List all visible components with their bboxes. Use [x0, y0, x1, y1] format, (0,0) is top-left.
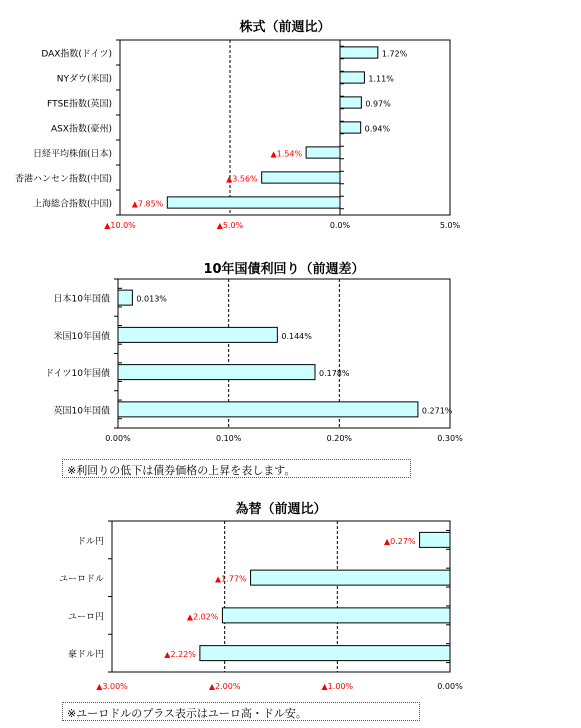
category-label-0-3: ASX指数(豪州) [50, 124, 112, 135]
chart-title-bonds: 10年国債利回り（前週差） [203, 262, 365, 277]
chart-title-fx: 為替（前週比） [235, 502, 327, 517]
data-label-0-2: 0.97% [365, 99, 391, 109]
data-label-2-0: ▲0.27% [384, 536, 416, 546]
bar-0-6 [167, 197, 340, 208]
data-label-0-0: 1.72% [381, 49, 408, 59]
x-tick-label-0-1: ▲5.0% [216, 221, 244, 230]
category-label-1-1: 米国10年国債 [53, 331, 110, 342]
data-label-1-2: 0.178% [318, 369, 350, 379]
data-label-1-1: 0.144% [281, 331, 312, 341]
x-tick-label-2-2: ▲1.00% [321, 682, 354, 691]
category-label-0-2: FTSE指数(英国) [47, 99, 112, 110]
plot-frame-0 [120, 40, 450, 215]
bar-0-4 [306, 147, 340, 158]
data-label-0-4: ▲1.54% [270, 149, 303, 159]
data-label-0-3: 0.94% [364, 124, 391, 134]
bar-0-1 [340, 72, 364, 83]
category-label-0-0: DAX指数(ドイツ) [41, 49, 112, 60]
data-label-2-2: ▲2.02% [186, 612, 219, 622]
data-label-0-5: ▲3.56% [226, 174, 258, 184]
chart-title-stocks: 株式（前週比） [239, 20, 331, 35]
data-label-0-6: ▲7.85% [131, 199, 164, 209]
x-tick-label-0-3: 5.0% [439, 221, 461, 230]
category-label-2-2: ユーロ円 [67, 612, 104, 623]
note-bonds: ※利回りの低下は債券価格の上昇を表します。 [62, 459, 411, 478]
bar-0-3 [340, 122, 361, 133]
bar-0-2 [340, 97, 361, 108]
bar-2-3 [200, 646, 450, 661]
x-tick-label-2-0: ▲3.00% [96, 682, 128, 691]
data-label-2-3: ▲2.22% [164, 650, 196, 660]
data-label-0-1: 1.11% [368, 74, 394, 84]
note-fx: ※ユーロドルのプラス表示はユーロ高・ドル安。 [62, 702, 420, 721]
x-tick-label-0-0: ▲10.0% [104, 221, 136, 230]
bar-1-3 [118, 402, 418, 417]
category-label-1-2: ドイツ10年国債 [44, 369, 110, 380]
bar-2-1 [251, 570, 450, 585]
bar-2-0 [420, 532, 450, 547]
category-label-2-0: ドル円 [76, 536, 104, 547]
category-label-1-0: 日本10年国債 [53, 294, 110, 305]
x-tick-label-2-1: ▲2.00% [208, 682, 241, 691]
x-tick-label-1-1: 0.10% [215, 434, 242, 443]
bar-1-0 [118, 290, 132, 305]
data-label-2-1: ▲1.77% [215, 574, 247, 584]
x-tick-label-0-2: 0.0% [329, 221, 351, 230]
category-label-2-3: 豪ドル円 [67, 650, 104, 661]
bar-1-1 [118, 327, 277, 342]
bar-0-5 [262, 172, 340, 183]
category-label-0-4: 日経平均株価(日本) [32, 149, 112, 160]
category-label-2-1: ユーロドル [58, 574, 104, 585]
bar-2-2 [222, 608, 450, 623]
x-tick-label-1-0: 0.00% [105, 434, 131, 443]
x-tick-label-1-3: 0.30% [437, 434, 463, 443]
category-label-1-3: 英国10年国債 [53, 406, 110, 417]
category-label-0-5: 香港ハンセン指数(中国) [14, 174, 112, 185]
x-tick-label-2-3: 0.00% [437, 682, 463, 691]
category-label-0-6: 上海総合指数(中国) [32, 199, 112, 210]
data-label-1-3: 0.271% [421, 406, 453, 416]
bar-1-2 [118, 365, 315, 380]
x-tick-label-1-2: 0.20% [326, 434, 353, 443]
data-label-1-0: 0.013% [136, 294, 167, 304]
category-label-0-1: NYダウ(米国) [56, 74, 112, 85]
bar-0-0 [340, 47, 378, 58]
